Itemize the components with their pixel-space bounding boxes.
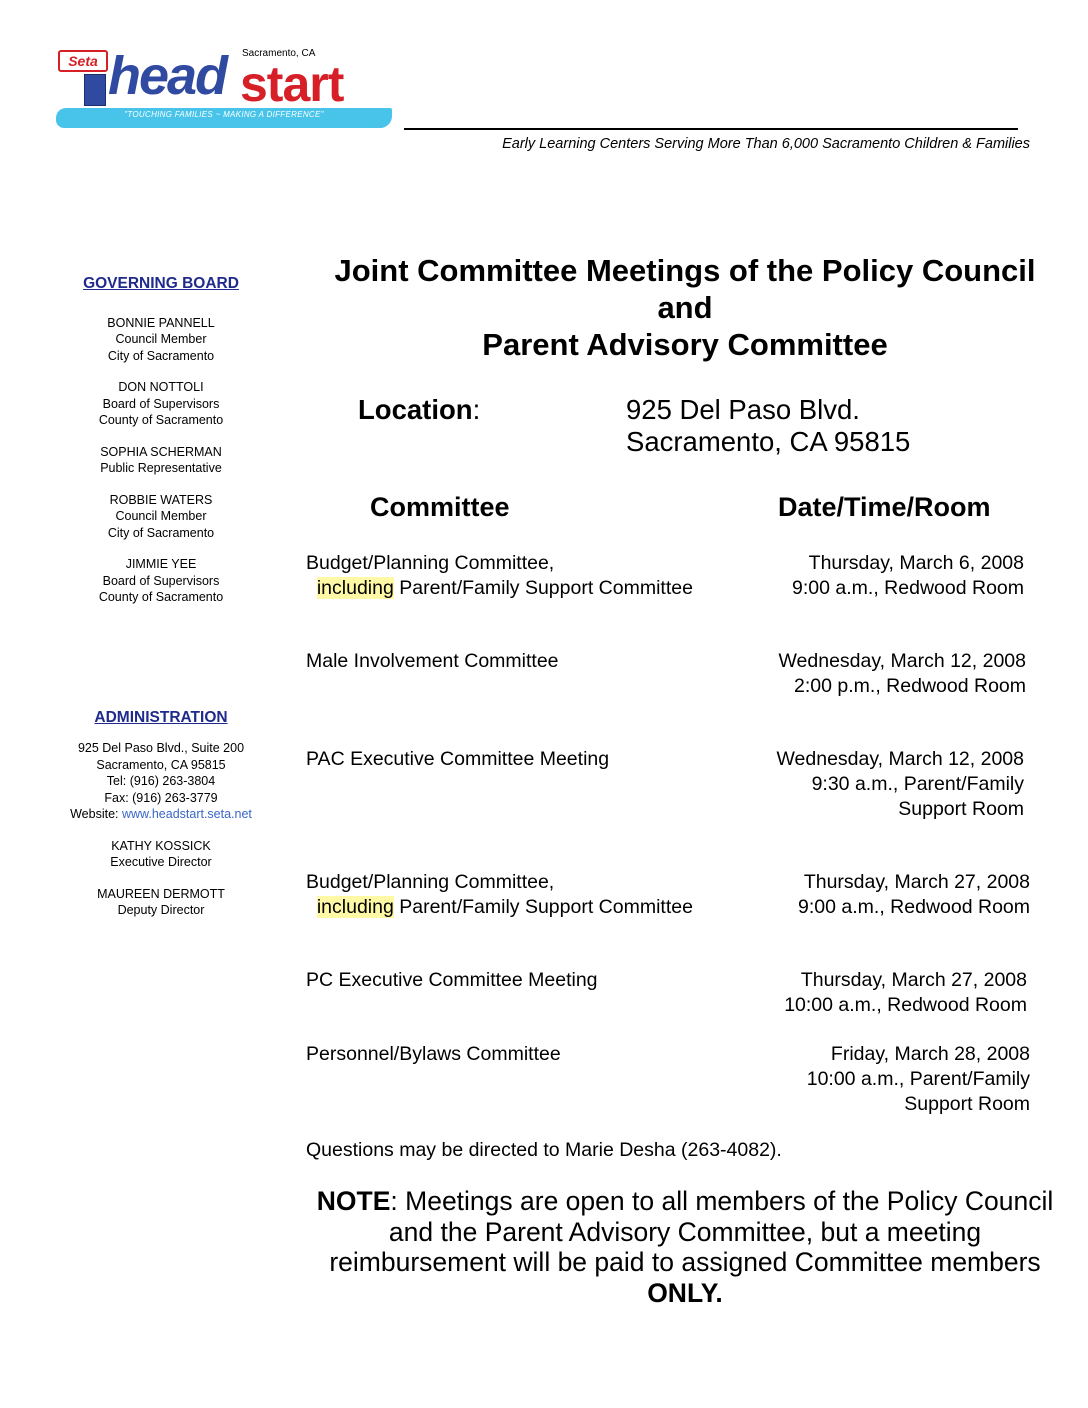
meeting-datetime: Wednesday, March 12, 2008 9:30 a.m., Parent/Family Support Room [776, 748, 1024, 820]
member-name: SOPHIA SCHERMAN [100, 444, 222, 459]
meeting-datetime: Thursday, March 27, 2008 10:00 a.m., Redwood Room [784, 969, 1027, 1016]
committee-column-header: Committee [370, 492, 510, 522]
location-line1: 925 Del Paso Blvd. [626, 394, 860, 425]
member-org: County of Sacramento [98, 413, 224, 427]
title-line2: and [657, 290, 713, 325]
board-member [48, 556, 274, 606]
logo-block-icon [84, 74, 106, 106]
meeting-name: Personnel/Bylaws Committee [306, 1043, 561, 1065]
logo-city: Sacramento, CA [242, 48, 316, 59]
note-label: NOTE [316, 1186, 391, 1216]
highlight-including: including [316, 577, 394, 599]
location-label: Location: [358, 394, 481, 425]
governing-board-heading: GOVERNING BOARD [83, 275, 239, 292]
staff-title: Deputy Director [117, 903, 205, 917]
meeting-datetime: Wednesday, March 12, 2008 2:00 p.m., Redwood Room [778, 650, 1026, 697]
headstart-logo [56, 46, 396, 130]
member-role: Council Member [115, 332, 207, 346]
meeting-name: PC Executive Committee Meeting [306, 969, 598, 991]
location-address [626, 394, 910, 458]
website-link[interactable]: www.headstart.seta.net [121, 807, 252, 821]
board-member [48, 379, 274, 429]
board-member [48, 444, 274, 477]
board-member [48, 315, 274, 365]
admin-address-line2: Sacramento, CA 95815 [96, 757, 226, 772]
member-name: JIMMIE YEE [125, 557, 197, 571]
meeting-name: Budget/Planning Committee, including Parent/Family Support Committee [306, 871, 693, 918]
member-org: City of Sacramento [107, 348, 215, 363]
page-title [300, 252, 1070, 363]
logo-seta: Seta [58, 50, 108, 72]
datetime-column-header: Date/Time/Room [778, 492, 991, 522]
questions-line: Questions may be directed to Marie Desha (263-4082). [306, 1139, 782, 1161]
website-label: Website: [70, 807, 122, 821]
header-tagline: Early Learning Centers Serving More Than 6,000 Sacramento Children & Families [502, 136, 1030, 152]
staff-name: KATHY KOSSICK [111, 838, 211, 853]
meeting-name: PAC Executive Committee Meeting [306, 748, 610, 770]
meeting-name: Budget/Planning Committee, including Parent/Family Support Committee [306, 552, 693, 599]
note-only: ONLY. [647, 1277, 723, 1308]
sidebar [48, 276, 274, 934]
logo-motto: "TOUCHING FAMILIES ~ MAKING A DIFFERENCE" [124, 110, 324, 119]
staff-title: Executive Director [110, 855, 212, 869]
member-role: Board of Supervisors [102, 573, 220, 588]
member-role: Public Representative [100, 461, 222, 475]
title-line3: Parent Advisory Committee [482, 327, 888, 362]
staff-member [48, 886, 274, 919]
meeting-datetime: Friday, March 28, 2008 10:00 a.m., Parent/Family Support Room [806, 1043, 1030, 1115]
member-name: ROBBIE WATERS [109, 492, 213, 507]
title-line1: Joint Committee Meetings of the Policy Council [334, 253, 1036, 288]
admin-tel: Tel: (916) 263-3804 [106, 774, 216, 788]
note-paragraph: NOTE: Meetings are open to all members of the Policy Council and the Parent Advisory Committee, but a meeting reimbursement will be paid to assigned Committee members ONLY. [316, 1186, 1054, 1308]
staff-member [48, 838, 274, 871]
logo-head: head [108, 46, 227, 106]
meeting-datetime: Thursday, March 6, 2008 9:00 a.m., Redwood Room [792, 552, 1024, 599]
member-role: Council Member [115, 509, 207, 523]
admin-address-line1: 925 Del Paso Blvd., Suite 200 [77, 741, 245, 755]
highlight-including: including [316, 896, 394, 918]
logo-start: start [240, 56, 344, 112]
meeting-name: Male Involvement Committee [306, 650, 559, 672]
header-rule [404, 128, 1018, 130]
staff-name: MAUREEN DERMOTT [97, 886, 225, 901]
member-org: City of Sacramento [107, 525, 215, 540]
location-line2: Sacramento, CA 95815 [626, 426, 911, 457]
administration-heading: ADMINISTRATION [94, 708, 228, 726]
member-role: Board of Supervisors [102, 396, 220, 411]
admin-fax: Fax: (916) 263-3779 [104, 790, 218, 805]
board-member [48, 492, 274, 542]
admin-website [48, 806, 274, 823]
member-name: BONNIE PANNELL [107, 315, 215, 330]
administration-section [48, 710, 274, 919]
note-text: Meetings are open to all members of the Policy Council and the Parent Advisory Committee, but a meeting reimbursement will be paid to assigned Committee members [329, 1186, 1054, 1277]
member-name: DON NOTTOLI [118, 380, 204, 394]
member-org: County of Sacramento [98, 590, 224, 604]
meeting-datetime: Thursday, March 27, 2008 9:00 a.m., Redwood Room [798, 871, 1030, 918]
